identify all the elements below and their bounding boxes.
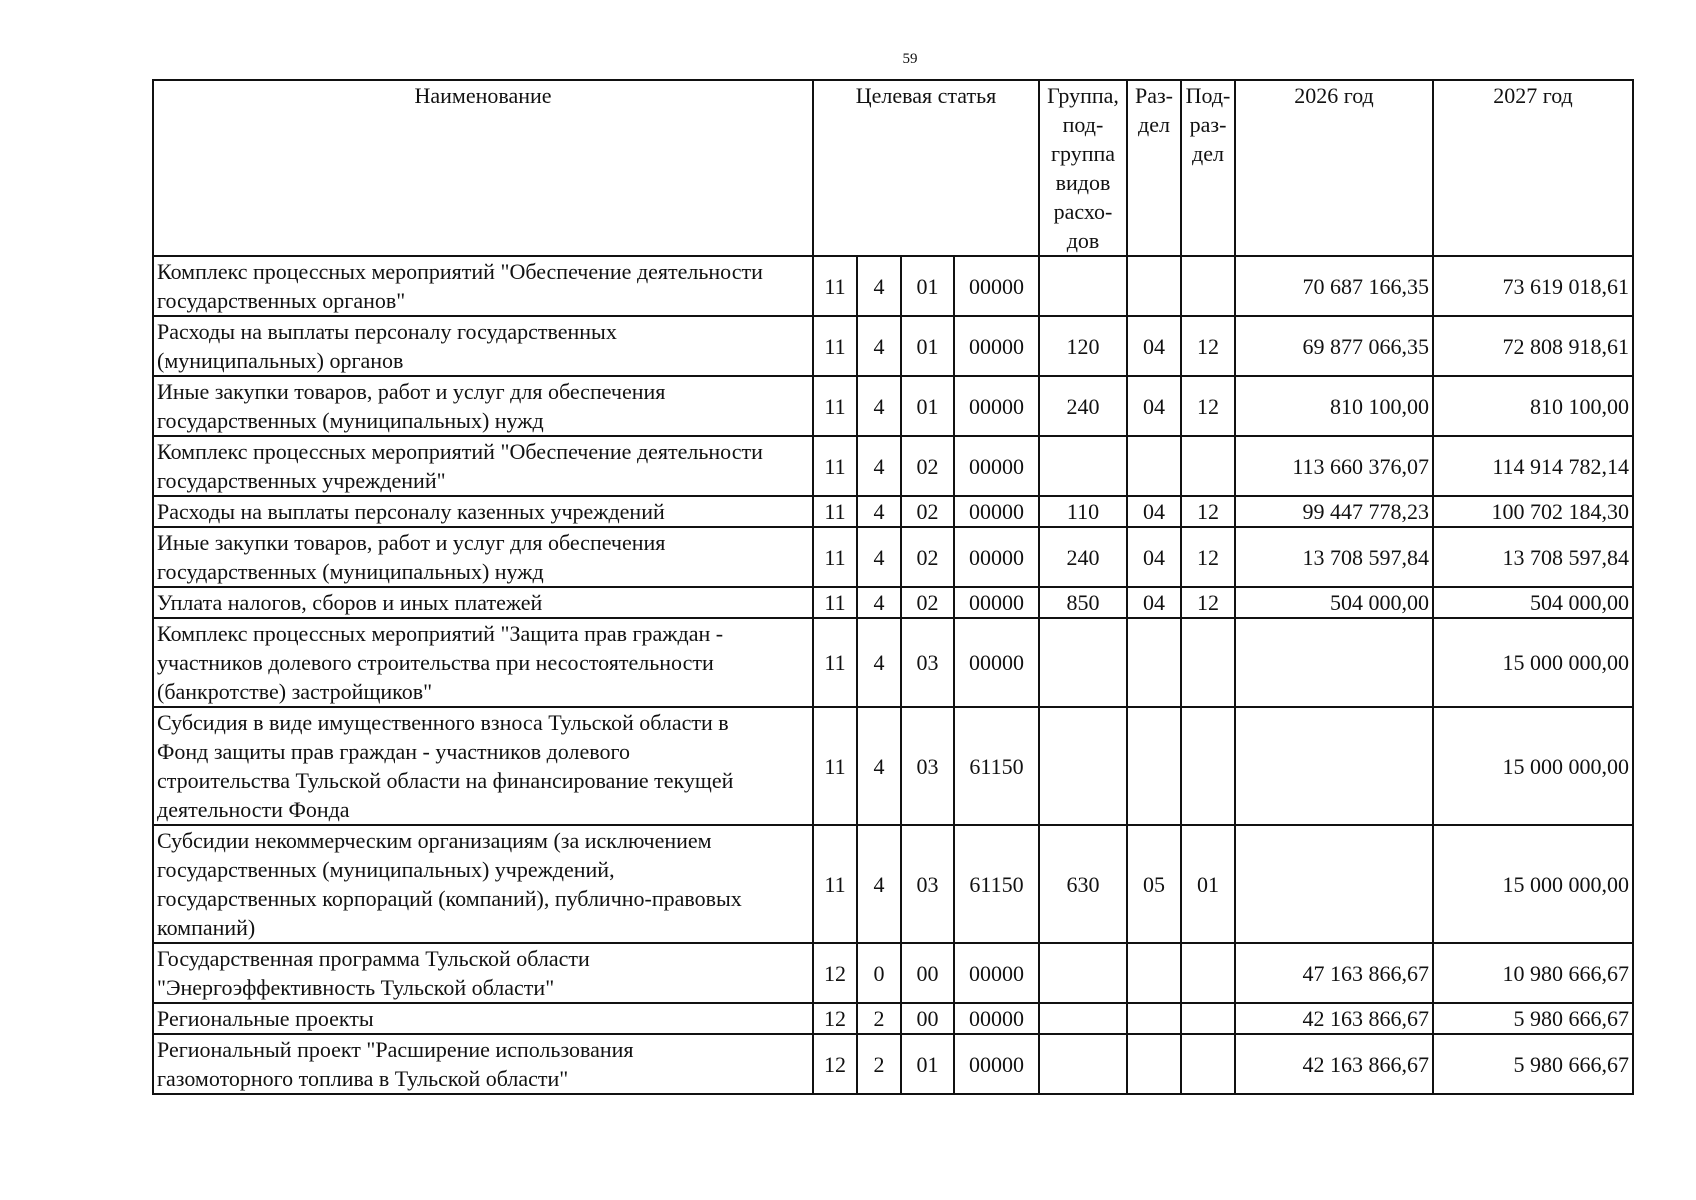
table-row [153, 316, 1633, 376]
section [1127, 436, 1181, 496]
target-code-direction: 61150 [954, 825, 1039, 943]
table-row [153, 1034, 1633, 1094]
target-code-direction: 00000 [954, 496, 1039, 527]
row-name: Комплекс процессных мероприятий "Защита прав граждан - участников долевого строительства при несостоятельности (банкротстве) застройщиков" [153, 618, 813, 707]
amount-2027: 5 980 666,67 [1433, 1003, 1633, 1034]
row-name: Региональный проект "Расширение использования газомоторного топлива в Тульской области" [153, 1034, 813, 1094]
target-code-direction: 00000 [954, 587, 1039, 618]
target-code-type: 4 [857, 436, 901, 496]
amount-2027: 15 000 000,00 [1433, 618, 1633, 707]
table-row [153, 943, 1633, 1003]
table-row [153, 587, 1633, 618]
target-code-item: 01 [901, 316, 954, 376]
subsection: 12 [1181, 316, 1235, 376]
amount-2027: 114 914 782,14 [1433, 436, 1633, 496]
target-code-type: 4 [857, 825, 901, 943]
target-code-program: 11 [813, 316, 857, 376]
amount-2027: 100 702 184,30 [1433, 496, 1633, 527]
header-group: Группа, под- группа видов расхо- дов [1039, 80, 1127, 256]
expense-group: 120 [1039, 316, 1127, 376]
amount-2026 [1235, 825, 1433, 943]
section [1127, 943, 1181, 1003]
row-name: Региональные проекты [153, 1003, 813, 1034]
expense-group: 630 [1039, 825, 1127, 943]
amount-2026 [1235, 707, 1433, 825]
subsection: 12 [1181, 527, 1235, 587]
header-year-2027: 2027 год [1433, 80, 1633, 256]
row-name: Субсидии некоммерческим организациям (за исключением государственных (муниципальных) учреждений, государственных корпораций (компаний), публично-правовых компаний) [153, 825, 813, 943]
amount-2027: 10 980 666,67 [1433, 943, 1633, 1003]
amount-2027: 73 619 018,61 [1433, 256, 1633, 316]
target-code-direction: 00000 [954, 316, 1039, 376]
amount-2026: 99 447 778,23 [1235, 496, 1433, 527]
target-code-type: 4 [857, 587, 901, 618]
target-code-direction: 00000 [954, 943, 1039, 1003]
section: 04 [1127, 527, 1181, 587]
page-number: 59 [902, 51, 918, 67]
target-code-type: 4 [857, 256, 901, 316]
target-code-item: 01 [901, 376, 954, 436]
amount-2026: 504 000,00 [1235, 587, 1433, 618]
target-code-item: 02 [901, 527, 954, 587]
budget-table [152, 79, 1634, 1095]
expense-group: 110 [1039, 496, 1127, 527]
row-name: Комплекс процессных мероприятий "Обеспечение деятельности государственных учреждений" [153, 436, 813, 496]
row-name: Иные закупки товаров, работ и услуг для обеспечения государственных (муниципальных) нужд [153, 527, 813, 587]
row-name: Иные закупки товаров, работ и услуг для обеспечения государственных (муниципальных) нужд [153, 376, 813, 436]
subsection: 12 [1181, 376, 1235, 436]
target-code-item: 03 [901, 825, 954, 943]
header-name: Наименование [153, 80, 813, 256]
section: 05 [1127, 825, 1181, 943]
table-row [153, 707, 1633, 825]
section: 04 [1127, 496, 1181, 527]
table-row [153, 496, 1633, 527]
expense-group [1039, 1003, 1127, 1034]
target-code-type: 4 [857, 527, 901, 587]
subsection [1181, 256, 1235, 316]
expense-group: 850 [1039, 587, 1127, 618]
target-code-direction: 61150 [954, 707, 1039, 825]
target-code-direction: 00000 [954, 527, 1039, 587]
section [1127, 256, 1181, 316]
amount-2026: 47 163 866,67 [1235, 943, 1433, 1003]
expense-group [1039, 256, 1127, 316]
table-row [153, 618, 1633, 707]
amount-2027: 15 000 000,00 [1433, 707, 1633, 825]
expense-group [1039, 1034, 1127, 1094]
row-name: Комплекс процессных мероприятий "Обеспечение деятельности государственных органов" [153, 256, 813, 316]
target-code-item: 03 [901, 618, 954, 707]
amount-2026: 42 163 866,67 [1235, 1003, 1433, 1034]
target-code-program: 11 [813, 527, 857, 587]
expense-group [1039, 943, 1127, 1003]
table-row [153, 825, 1633, 943]
table-row [153, 1003, 1633, 1034]
subsection [1181, 618, 1235, 707]
target-code-type: 4 [857, 496, 901, 527]
header-section: Раз- дел [1127, 80, 1181, 256]
target-code-item: 02 [901, 496, 954, 527]
header-target-article: Целевая статья [813, 80, 1039, 256]
target-code-direction: 00000 [954, 376, 1039, 436]
target-code-program: 11 [813, 496, 857, 527]
target-code-item: 02 [901, 587, 954, 618]
amount-2027: 810 100,00 [1433, 376, 1633, 436]
target-code-direction: 00000 [954, 618, 1039, 707]
target-code-program: 11 [813, 376, 857, 436]
target-code-type: 0 [857, 943, 901, 1003]
section [1127, 707, 1181, 825]
subsection [1181, 943, 1235, 1003]
table-row [153, 527, 1633, 587]
subsection: 12 [1181, 496, 1235, 527]
amount-2026: 810 100,00 [1235, 376, 1433, 436]
target-code-direction: 00000 [954, 436, 1039, 496]
section [1127, 1003, 1181, 1034]
target-code-program: 11 [813, 436, 857, 496]
row-name: Субсидия в виде имущественного взноса Тульской области в Фонд защиты прав граждан - участников долевого строительства Тульской области на финансирование текущей деятельности Фонда [153, 707, 813, 825]
target-code-program: 11 [813, 587, 857, 618]
amount-2027: 504 000,00 [1433, 587, 1633, 618]
target-code-program: 11 [813, 825, 857, 943]
amount-2026: 113 660 376,07 [1235, 436, 1433, 496]
target-code-program: 11 [813, 707, 857, 825]
section [1127, 1034, 1181, 1094]
target-code-type: 4 [857, 316, 901, 376]
row-name: Расходы на выплаты персоналу казенных учреждений [153, 496, 813, 527]
subsection [1181, 1034, 1235, 1094]
target-code-type: 4 [857, 707, 901, 825]
amount-2027: 13 708 597,84 [1433, 527, 1633, 587]
amount-2027: 5 980 666,67 [1433, 1034, 1633, 1094]
table-row [153, 256, 1633, 316]
section: 04 [1127, 376, 1181, 436]
expense-group [1039, 707, 1127, 825]
target-code-type: 4 [857, 376, 901, 436]
target-code-program: 11 [813, 256, 857, 316]
amount-2026 [1235, 618, 1433, 707]
expense-group [1039, 436, 1127, 496]
subsection [1181, 436, 1235, 496]
target-code-type: 2 [857, 1034, 901, 1094]
target-code-type: 2 [857, 1003, 901, 1034]
target-code-item: 00 [901, 943, 954, 1003]
subsection: 01 [1181, 825, 1235, 943]
header-year-2026: 2026 год [1235, 80, 1433, 256]
section: 04 [1127, 316, 1181, 376]
target-code-program: 11 [813, 618, 857, 707]
target-code-direction: 00000 [954, 256, 1039, 316]
expense-group [1039, 618, 1127, 707]
target-code-type: 4 [857, 618, 901, 707]
amount-2027: 15 000 000,00 [1433, 825, 1633, 943]
target-code-program: 12 [813, 1003, 857, 1034]
row-name: Государственная программа Тульской области "Энергоэффективность Тульской области" [153, 943, 813, 1003]
target-code-item: 01 [901, 1034, 954, 1094]
expense-group: 240 [1039, 527, 1127, 587]
target-code-direction: 00000 [954, 1034, 1039, 1094]
target-code-item: 02 [901, 436, 954, 496]
section: 04 [1127, 587, 1181, 618]
target-code-direction: 00000 [954, 1003, 1039, 1034]
header-row [153, 80, 1633, 256]
amount-2026: 70 687 166,35 [1235, 256, 1433, 316]
target-code-item: 00 [901, 1003, 954, 1034]
expense-group: 240 [1039, 376, 1127, 436]
amount-2026: 13 708 597,84 [1235, 527, 1433, 587]
header-subsection: Под- раз- дел [1181, 80, 1235, 256]
amount-2026: 69 877 066,35 [1235, 316, 1433, 376]
row-name: Расходы на выплаты персоналу государственных (муниципальных) органов [153, 316, 813, 376]
section [1127, 618, 1181, 707]
table-row [153, 376, 1633, 436]
target-code-item: 01 [901, 256, 954, 316]
subsection [1181, 707, 1235, 825]
target-code-program: 12 [813, 1034, 857, 1094]
amount-2027: 72 808 918,61 [1433, 316, 1633, 376]
subsection [1181, 1003, 1235, 1034]
table-row [153, 436, 1633, 496]
target-code-program: 12 [813, 943, 857, 1003]
target-code-item: 03 [901, 707, 954, 825]
subsection: 12 [1181, 587, 1235, 618]
row-name: Уплата налогов, сборов и иных платежей [153, 587, 813, 618]
amount-2026: 42 163 866,67 [1235, 1034, 1433, 1094]
